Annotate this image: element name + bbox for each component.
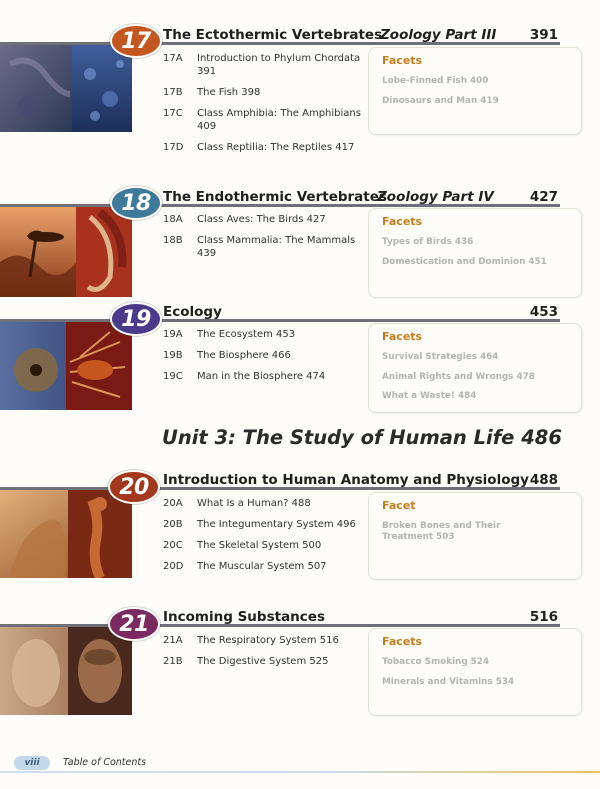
facet-item: What a Waste! 484 bbox=[382, 391, 477, 401]
chapter-17-artwork bbox=[0, 44, 132, 132]
chapter-17-title: The Ectothermic Vertebrates bbox=[163, 27, 383, 43]
facets-heading: Facets bbox=[382, 330, 423, 343]
chapter-18-page: 427 bbox=[529, 189, 558, 205]
section-19a: 19A The Ecosystem 453 bbox=[163, 329, 296, 340]
chapter-21-facets bbox=[368, 628, 582, 716]
facets-heading: Facets bbox=[382, 215, 423, 228]
chapter-18-part: Zoology Part IV bbox=[377, 189, 494, 205]
chapter-20-page: 488 bbox=[529, 472, 558, 488]
chapter-19-artwork bbox=[0, 322, 132, 410]
chapter-21-sections bbox=[163, 634, 363, 676]
chapter-19-page: 453 bbox=[529, 304, 558, 320]
section-20a: 20A What Is a Human? 488 bbox=[163, 498, 311, 509]
facet-item: Types of Birds 436 bbox=[382, 237, 474, 247]
section-19c: 19C Man in the Biosphere 474 bbox=[163, 371, 326, 382]
facet-item: Domestication and Dominion 451 bbox=[382, 256, 547, 267]
chapter-20-facets bbox=[368, 492, 582, 580]
facet-heading: Facet bbox=[382, 499, 416, 512]
chapter-18-sections bbox=[163, 213, 363, 268]
unit-heading: Unit 3: The Study of Human Life 486 bbox=[162, 426, 562, 449]
chapter-20-artwork bbox=[0, 490, 132, 578]
facet-item: Survival Strategies 464 bbox=[382, 352, 499, 362]
facet-item: Animal Rights and Wrongs 478 bbox=[382, 371, 535, 382]
chapter-17-part: Zoology Part III bbox=[380, 27, 497, 43]
section-21b: 21B The Digestive System 525 bbox=[163, 656, 329, 667]
chapter-21-artwork bbox=[0, 627, 132, 715]
facet-item: Broken Bones and Their Treatment 503 bbox=[382, 521, 501, 542]
chapter-19-rule bbox=[0, 319, 560, 322]
chapter-17-badge: 17 bbox=[110, 24, 162, 58]
chapter-21-title: Incoming Substances bbox=[163, 609, 325, 625]
footer-page-number: viii bbox=[14, 756, 50, 770]
section-17c: 17C Class Amphibia: The Amphibians 409 bbox=[163, 108, 361, 132]
chapter-18-title: The Endothermic Vertebrates bbox=[163, 189, 387, 205]
section-19b: 19B The Biosphere 466 bbox=[163, 350, 291, 361]
chapter-18-artwork bbox=[0, 207, 132, 297]
chapter-17-page: 391 bbox=[529, 27, 558, 43]
facet-item: Tobacco Smoking 524 bbox=[382, 657, 490, 667]
chapter-19-sections bbox=[163, 328, 363, 391]
chapter-19-facets bbox=[368, 323, 582, 413]
section-20c: 20C The Skeletal System 500 bbox=[163, 540, 322, 551]
footer-rule bbox=[0, 771, 600, 773]
section-20b: 20B The Integumentary System 496 bbox=[163, 519, 356, 530]
section-20d: 20D The Muscular System 507 bbox=[163, 561, 327, 572]
facet-item: Dinosaurs and Man 419 bbox=[382, 95, 499, 106]
chapter-21-badge: 21 bbox=[108, 607, 160, 641]
facets-heading: Facets bbox=[382, 54, 423, 67]
chapter-17-facets bbox=[368, 47, 582, 135]
section-17b: 17B The Fish 398 bbox=[163, 87, 261, 98]
section-17a: 17A Introduction to Phylum Chordata 391 bbox=[163, 53, 361, 77]
chapter-20-sections bbox=[163, 497, 363, 581]
facet-item: Lobe-Finned Fish 400 bbox=[382, 76, 489, 86]
facet-item: Minerals and Vitamins 534 bbox=[382, 676, 515, 687]
chapter-19-badge: 19 bbox=[110, 302, 162, 336]
chapter-18-facets bbox=[368, 208, 582, 298]
chapter-18-badge: 18 bbox=[110, 186, 162, 220]
chapter-20-title: Introduction to Human Anatomy and Physiology bbox=[163, 472, 529, 488]
chapter-19-title: Ecology bbox=[163, 304, 222, 320]
chapter-17-sections bbox=[163, 52, 363, 162]
footer-label: Table of Contents bbox=[63, 757, 147, 768]
facets-heading: Facets bbox=[382, 635, 423, 648]
chapter-20-badge: 20 bbox=[108, 470, 160, 504]
chapter-21-page: 516 bbox=[529, 609, 558, 625]
section-18a: 18A Class Aves: The Birds 427 bbox=[163, 214, 326, 225]
section-18b: 18B Class Mammalia: The Mammals 439 bbox=[163, 235, 356, 259]
section-17d: 17D Class Reptilia: The Reptiles 417 bbox=[163, 142, 355, 153]
section-21a: 21A The Respiratory System 516 bbox=[163, 635, 339, 646]
